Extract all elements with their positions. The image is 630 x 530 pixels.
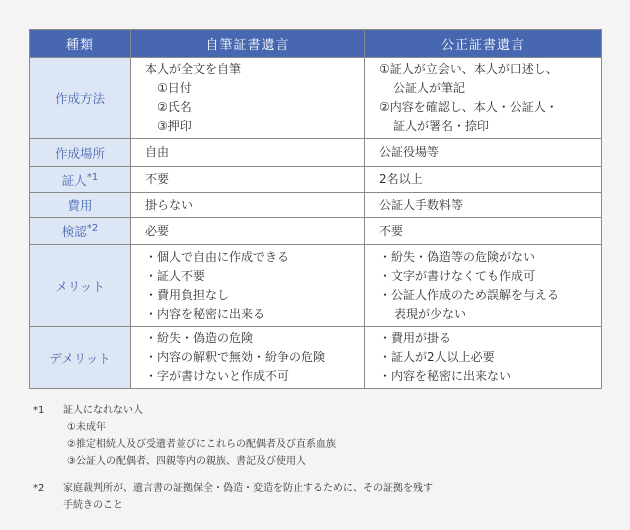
cell-line: 掛らない	[145, 197, 194, 212]
comparison-container	[29, 29, 601, 514]
cell-line: 公証役場等	[379, 145, 440, 159]
cell-line: ・証人が2人以上必要	[379, 350, 495, 364]
cell-line: ・証人不要	[145, 268, 206, 283]
cell-line: 公証人手数料等	[379, 197, 464, 212]
footnote-1	[29, 402, 601, 419]
cell-line: ・費用が掛る	[379, 331, 452, 345]
cell-line: ②氏名	[157, 100, 192, 114]
cell-holographic	[131, 167, 365, 193]
row-label: 費用	[30, 193, 131, 218]
cell-line: ・字が書けないと作成不可	[145, 369, 290, 383]
table-header-row	[30, 30, 602, 58]
cell-line: 不要	[379, 223, 404, 238]
row-label: 作成場所	[30, 139, 131, 167]
cell-holographic	[131, 327, 365, 389]
cell-line: ①証人が立会い、本人が口述し、	[379, 62, 558, 76]
footnote-item: ③公証人の配偶者、四親等内の親族、書記及び使用人	[67, 456, 306, 467]
row-label	[30, 167, 131, 193]
footnote-mark: *1	[86, 171, 99, 183]
cell-line: ・費用負担なし	[145, 287, 230, 302]
row-demerits	[30, 327, 602, 389]
cell-line: ②内容を確認し、本人・公証人・	[379, 100, 558, 114]
cell-line: ・個人で自由に作成できる	[145, 249, 290, 264]
row-label: 作成方法	[30, 58, 131, 139]
cell-line: 自由	[145, 145, 170, 159]
cell-line: ・内容を秘密に出来ない	[379, 369, 512, 383]
row-label	[30, 218, 131, 245]
footnote-text-continued: 手続きのこと	[63, 500, 123, 511]
row-cost	[30, 193, 602, 218]
cell-line: ・公証人作成のため誤解を与える	[379, 287, 560, 302]
footnotes	[29, 402, 601, 514]
row-witness	[30, 167, 602, 193]
cell-line: ・紛失・偽造等の危険がない	[379, 249, 536, 264]
cell-notarial	[365, 58, 602, 139]
cell-line: 本人が全文を自筆	[145, 62, 242, 76]
cell-holographic	[131, 245, 365, 327]
row-probate	[30, 218, 602, 245]
cell-holographic	[131, 58, 365, 139]
row-label-text: 証人	[61, 172, 87, 188]
row-label-text: 検認	[61, 224, 87, 239]
cell-line: ③押印	[157, 119, 192, 133]
header-type: 種類	[30, 30, 131, 58]
row-place	[30, 139, 602, 167]
cell-holographic	[131, 193, 365, 218]
cell-notarial	[365, 245, 602, 327]
cell-line: ・文字が書けなくても作成可	[379, 268, 536, 283]
will-comparison-table	[29, 29, 602, 389]
cell-notarial	[365, 139, 602, 167]
row-merits	[30, 245, 602, 327]
footnote-mark: *2	[86, 222, 99, 234]
footnote-mark: *1	[33, 405, 45, 416]
cell-line: 公証人が筆記	[393, 81, 466, 95]
cell-notarial	[365, 218, 602, 245]
footnote-2	[29, 480, 601, 497]
header-notarial-will: 公正証書遺言	[365, 30, 602, 58]
cell-notarial	[365, 327, 602, 389]
cell-line: ・内容を秘密に出来る	[145, 306, 266, 321]
row-method	[30, 58, 602, 139]
footnote-item: ②推定相続人及び受遺者並びにこれらの配偶者及び直系血族	[67, 439, 336, 450]
cell-line: ①日付	[157, 81, 192, 95]
header-holographic-will: 自筆証書遺言	[131, 30, 365, 58]
footnote-title: 証人になれない人	[63, 405, 143, 416]
cell-line: 2名以上	[379, 172, 423, 186]
footnote-text: 家庭裁判所が、遺言書の証拠保全・偽造・変造を防止するために、その証拠を残す	[63, 483, 433, 494]
row-label: メリット	[30, 245, 131, 327]
row-label: デメリット	[30, 327, 131, 389]
cell-line: 必要	[145, 223, 170, 238]
cell-line: 不要	[145, 172, 170, 186]
footnote-mark: *2	[33, 483, 45, 494]
cell-holographic	[131, 139, 365, 167]
cell-line: 証人が署名・捺印	[393, 119, 490, 133]
cell-holographic	[131, 218, 365, 245]
cell-line: 表現が少ない	[394, 306, 467, 321]
cell-notarial	[365, 193, 602, 218]
footnote-item: ①未成年	[67, 422, 106, 433]
cell-line: ・紛失・偽造の危険	[145, 331, 254, 345]
cell-notarial	[365, 167, 602, 193]
cell-line: ・内容の解釈で無効・紛争の危険	[145, 350, 326, 364]
